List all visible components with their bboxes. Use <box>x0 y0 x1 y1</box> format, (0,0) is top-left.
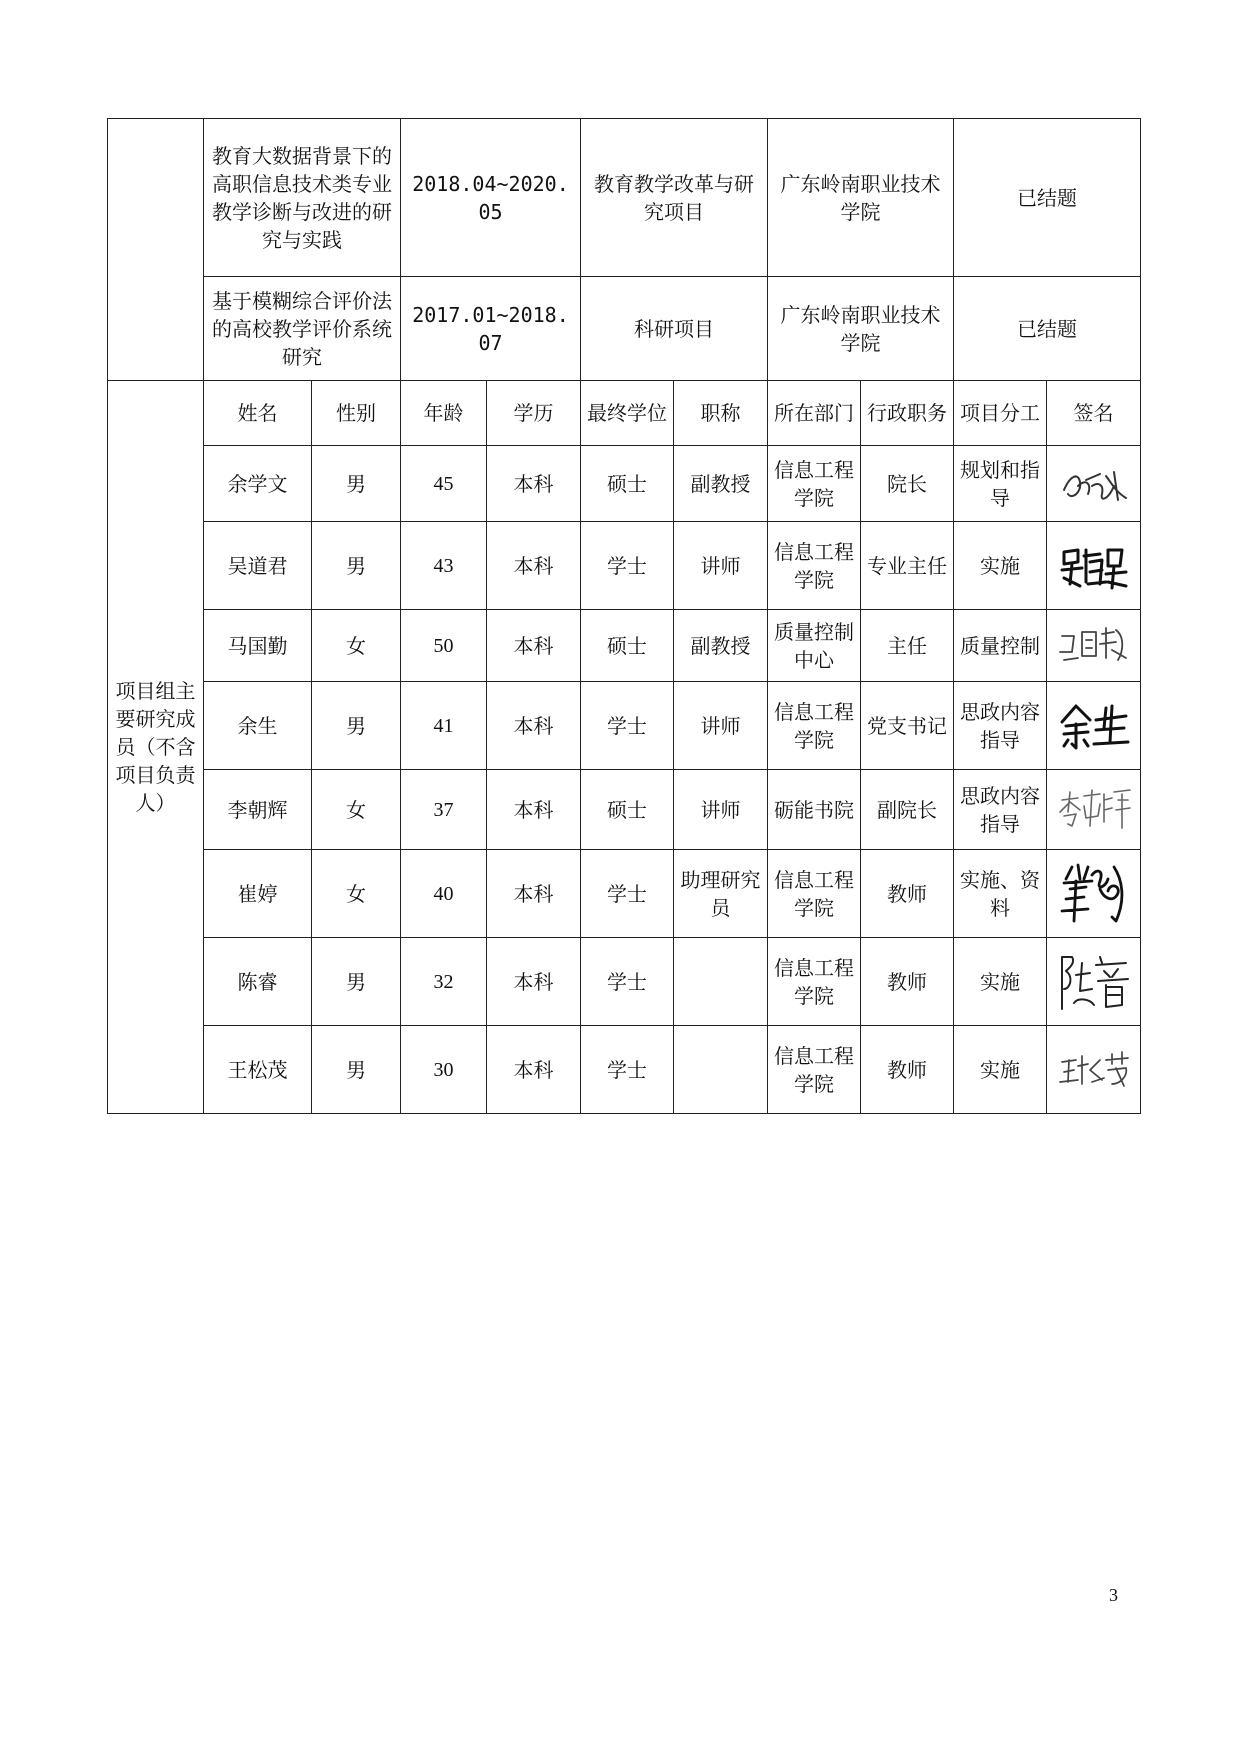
member-signature <box>1047 522 1141 610</box>
member-row <box>108 938 1141 1026</box>
member-age: 50 <box>401 610 487 682</box>
member-gender: 女 <box>312 610 401 682</box>
header-age: 年龄 <box>401 381 487 446</box>
signature-image <box>1056 1046 1132 1094</box>
member-education: 本科 <box>487 850 581 938</box>
member-education: 本科 <box>487 610 581 682</box>
member-signature <box>1047 770 1141 850</box>
header-signature: 签名 <box>1047 381 1141 446</box>
member-gender: 男 <box>312 446 401 522</box>
member-role: 实施 <box>954 522 1047 610</box>
member-department: 信息工程学院 <box>768 682 861 770</box>
member-age: 45 <box>401 446 487 522</box>
member-row <box>108 850 1141 938</box>
member-name: 余生 <box>204 682 312 770</box>
member-degree: 硕士 <box>581 610 674 682</box>
member-row <box>108 446 1141 522</box>
member-name: 王松茂 <box>204 1026 312 1114</box>
member-signature <box>1047 850 1141 938</box>
member-signature <box>1047 1026 1141 1114</box>
member-position: 教师 <box>861 1026 954 1114</box>
project-table <box>107 118 1141 1114</box>
member-degree: 学士 <box>581 1026 674 1114</box>
project-row <box>108 277 1141 381</box>
header-role: 项目分工 <box>954 381 1047 446</box>
signature-image <box>1056 949 1132 1015</box>
member-position: 党支书记 <box>861 682 954 770</box>
member-department: 质量控制中心 <box>768 610 861 682</box>
member-gender: 男 <box>312 1026 401 1114</box>
header-title: 职称 <box>674 381 768 446</box>
project-period: 2018.04~2020.05 <box>401 119 581 277</box>
header-degree: 最终学位 <box>581 381 674 446</box>
member-title: 副教授 <box>674 446 768 522</box>
member-age: 40 <box>401 850 487 938</box>
member-title <box>674 938 768 1026</box>
project-status: 已结题 <box>954 277 1141 381</box>
member-position: 教师 <box>861 938 954 1026</box>
header-department: 所在部门 <box>768 381 861 446</box>
member-degree: 学士 <box>581 682 674 770</box>
member-role: 质量控制 <box>954 610 1047 682</box>
member-role: 实施、资料 <box>954 850 1047 938</box>
member-row <box>108 522 1141 610</box>
project-title: 基于模糊综合评价法的高校教学评价系统研究 <box>204 277 401 381</box>
member-position: 副院长 <box>861 770 954 850</box>
member-position: 院长 <box>861 446 954 522</box>
member-age: 43 <box>401 522 487 610</box>
member-role: 思政内容指导 <box>954 770 1047 850</box>
member-signature <box>1047 682 1141 770</box>
member-title: 副教授 <box>674 610 768 682</box>
member-department: 信息工程学院 <box>768 1026 861 1114</box>
header-position: 行政职务 <box>861 381 954 446</box>
header-education: 学历 <box>487 381 581 446</box>
member-row <box>108 770 1141 850</box>
project-row <box>108 119 1141 277</box>
signature-image <box>1056 536 1132 596</box>
member-row <box>108 682 1141 770</box>
signature-image <box>1056 622 1132 670</box>
member-title: 讲师 <box>674 522 768 610</box>
member-age: 37 <box>401 770 487 850</box>
member-row <box>108 610 1141 682</box>
member-role: 规划和指导 <box>954 446 1047 522</box>
member-role: 实施 <box>954 938 1047 1026</box>
project-institution: 广东岭南职业技术学院 <box>768 119 954 277</box>
member-degree: 学士 <box>581 938 674 1026</box>
member-signature <box>1047 938 1141 1026</box>
member-degree: 学士 <box>581 850 674 938</box>
signature-image <box>1056 698 1132 754</box>
member-signature <box>1047 610 1141 682</box>
member-title: 助理研究员 <box>674 850 768 938</box>
member-gender: 男 <box>312 682 401 770</box>
member-title: 讲师 <box>674 682 768 770</box>
member-role: 思政内容指导 <box>954 682 1047 770</box>
member-department: 砺能书院 <box>768 770 861 850</box>
member-position: 教师 <box>861 850 954 938</box>
member-gender: 女 <box>312 850 401 938</box>
member-title: 讲师 <box>674 770 768 850</box>
member-name: 马国勤 <box>204 610 312 682</box>
signature-image <box>1056 456 1132 512</box>
member-education: 本科 <box>487 770 581 850</box>
project-period: 2017.01~2018.07 <box>401 277 581 381</box>
member-name: 陈睿 <box>204 938 312 1026</box>
member-gender: 男 <box>312 938 401 1026</box>
signature-image <box>1056 859 1132 929</box>
member-education: 本科 <box>487 938 581 1026</box>
member-degree: 硕士 <box>581 770 674 850</box>
member-age: 32 <box>401 938 487 1026</box>
member-department: 信息工程学院 <box>768 446 861 522</box>
member-gender: 男 <box>312 522 401 610</box>
project-status: 已结题 <box>954 119 1141 277</box>
members-header-row <box>108 381 1141 446</box>
project-category: 科研项目 <box>581 277 768 381</box>
member-education: 本科 <box>487 446 581 522</box>
member-education: 本科 <box>487 682 581 770</box>
member-age: 30 <box>401 1026 487 1114</box>
projects-left-cell <box>108 119 204 381</box>
header-name: 姓名 <box>204 381 312 446</box>
member-name: 余学文 <box>204 446 312 522</box>
member-role: 实施 <box>954 1026 1047 1114</box>
member-row <box>108 1026 1141 1114</box>
project-institution: 广东岭南职业技术学院 <box>768 277 954 381</box>
member-name: 崔婷 <box>204 850 312 938</box>
member-name: 吴道君 <box>204 522 312 610</box>
member-department: 信息工程学院 <box>768 522 861 610</box>
member-signature <box>1047 446 1141 522</box>
member-name: 李朝辉 <box>204 770 312 850</box>
page-number: 3 <box>1109 1585 1118 1605</box>
member-education: 本科 <box>487 1026 581 1114</box>
members-group-label: 项目组主要研究成员（不含项目负责人） <box>108 381 204 1114</box>
member-degree: 硕士 <box>581 446 674 522</box>
member-age: 41 <box>401 682 487 770</box>
signature-image <box>1056 786 1132 834</box>
member-degree: 学士 <box>581 522 674 610</box>
member-gender: 女 <box>312 770 401 850</box>
header-gender: 性别 <box>312 381 401 446</box>
project-category: 教育教学改革与研究项目 <box>581 119 768 277</box>
member-education: 本科 <box>487 522 581 610</box>
member-department: 信息工程学院 <box>768 938 861 1026</box>
member-department: 信息工程学院 <box>768 850 861 938</box>
member-position: 专业主任 <box>861 522 954 610</box>
member-title <box>674 1026 768 1114</box>
project-title: 教育大数据背景下的高职信息技术类专业教学诊断与改进的研究与实践 <box>204 119 401 277</box>
member-position: 主任 <box>861 610 954 682</box>
